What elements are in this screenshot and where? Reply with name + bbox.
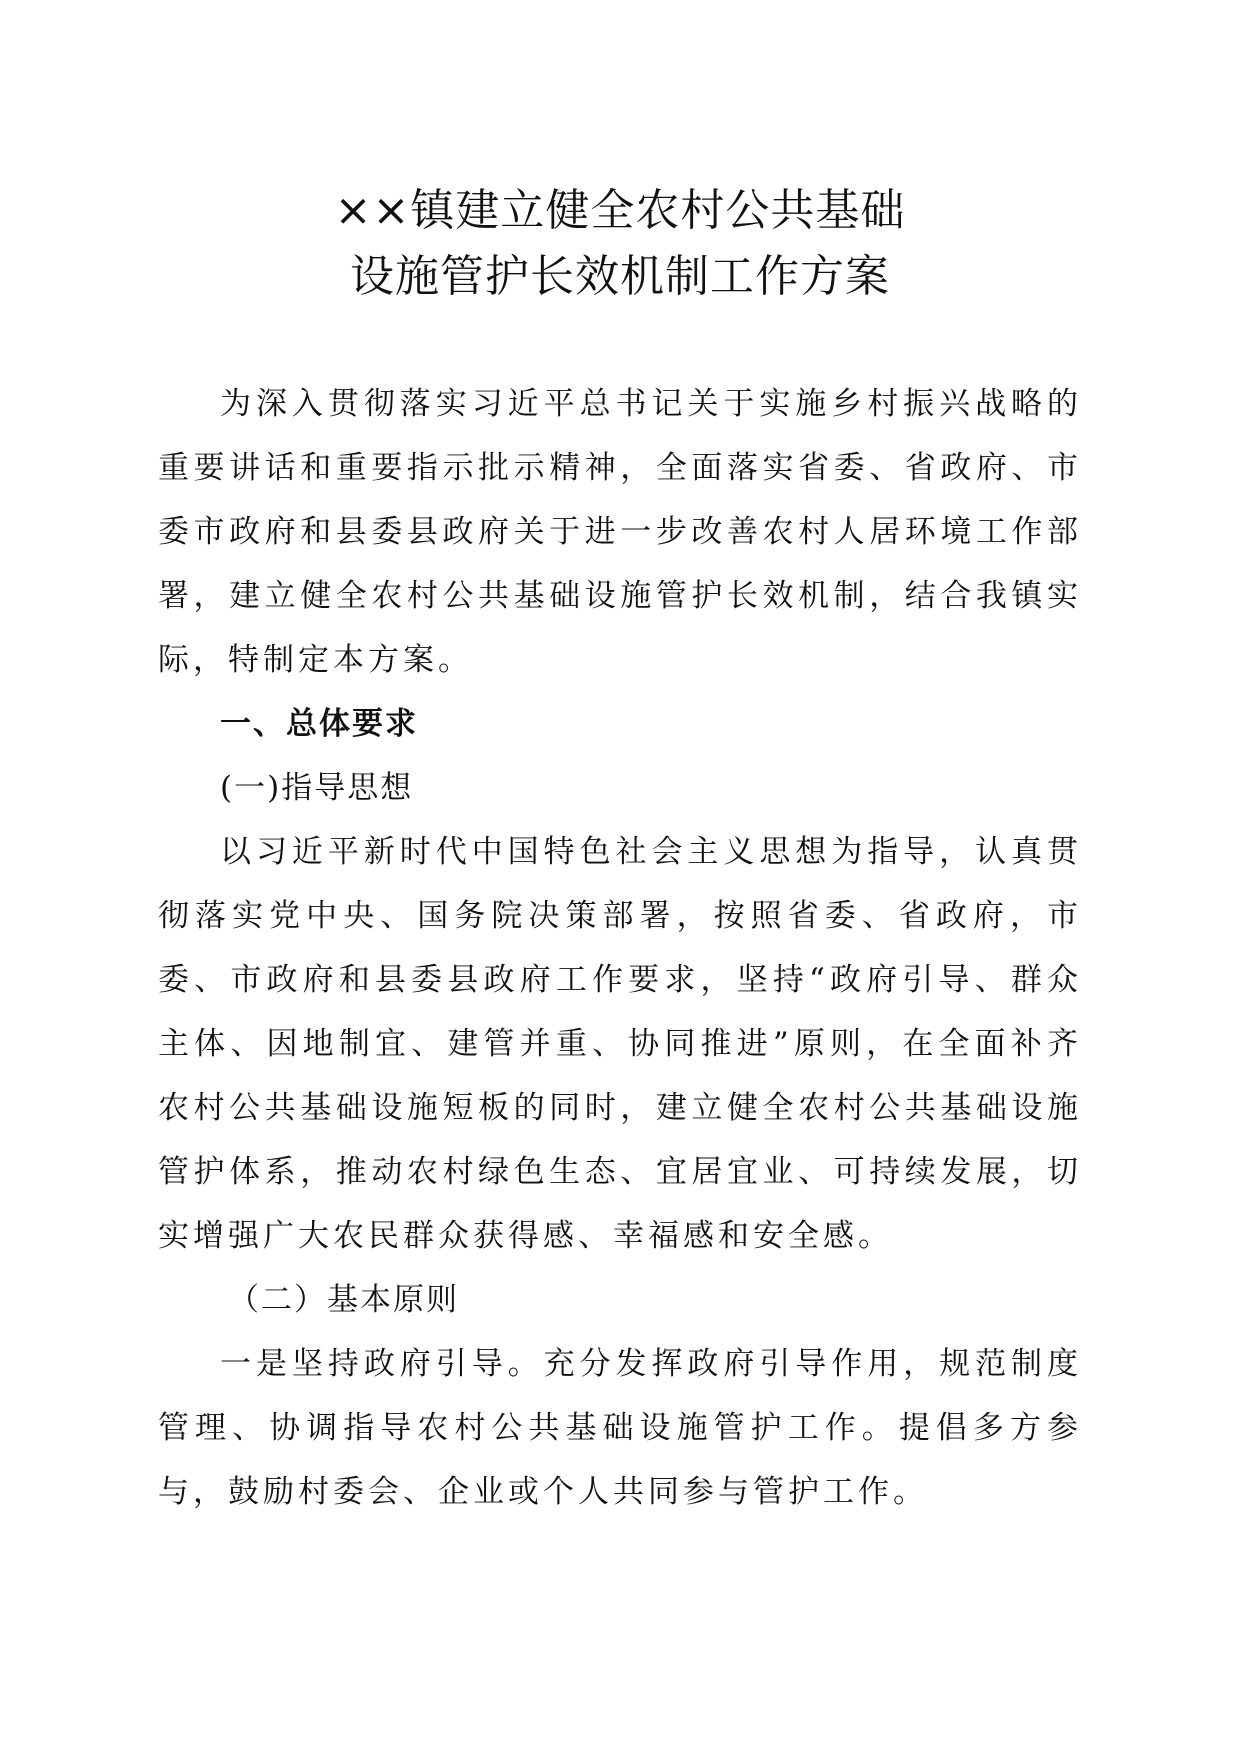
title-line-1: ××镇建立健全农村公共基础 <box>334 185 906 236</box>
guiding-ideology-paragraph: 以习近平新时代中国特色社会主义思想为指导，认真贯彻落实党中央、国务院决策部署，按照省委、省政府，市委、市政府和县委县政府工作要求，坚持“政府引导、群众主体、因地制宜、建管并重、协同推进”原则，在全面补齐农村公共基础设施短板的同时，建立健全农村公共基础设施管护体系，推动农村绿色生态、宜居宜业、可持续发展，切实增强广大农民群众获得感、幸福感和安全感。 <box>158 834 1082 1254</box>
intro-paragraph: 为深入贯彻落实习近平总书记关于实施乡村振兴战略的重要讲话和重要指示批示精神，全面落实省委、省政府、市委市政府和县委县政府关于进一步改善农村人居环境工作部署，建立健全农村公共基础设施管护长效机制，结合我镇实际，特制定本方案。 <box>158 386 1082 678</box>
subsection-heading-basic-principles: （二）基本原则 <box>228 1282 459 1318</box>
document-body <box>158 372 1082 1524</box>
subsection-heading-guiding-ideology: (一)指导思想 <box>220 770 414 806</box>
section-heading-general-requirements: 一、总体要求 <box>220 706 418 742</box>
title-line-2: 设施管护长效机制工作方案 <box>350 251 890 302</box>
principle-paragraph-1: 一是坚持政府引导。充分发挥政府引导作用，规范制度管理、协调指导农村公共基础设施管护工作。提倡多方参与，鼓励村委会、企业或个人共同参与管护工作。 <box>158 1346 1082 1510</box>
document-title <box>0 178 1240 310</box>
